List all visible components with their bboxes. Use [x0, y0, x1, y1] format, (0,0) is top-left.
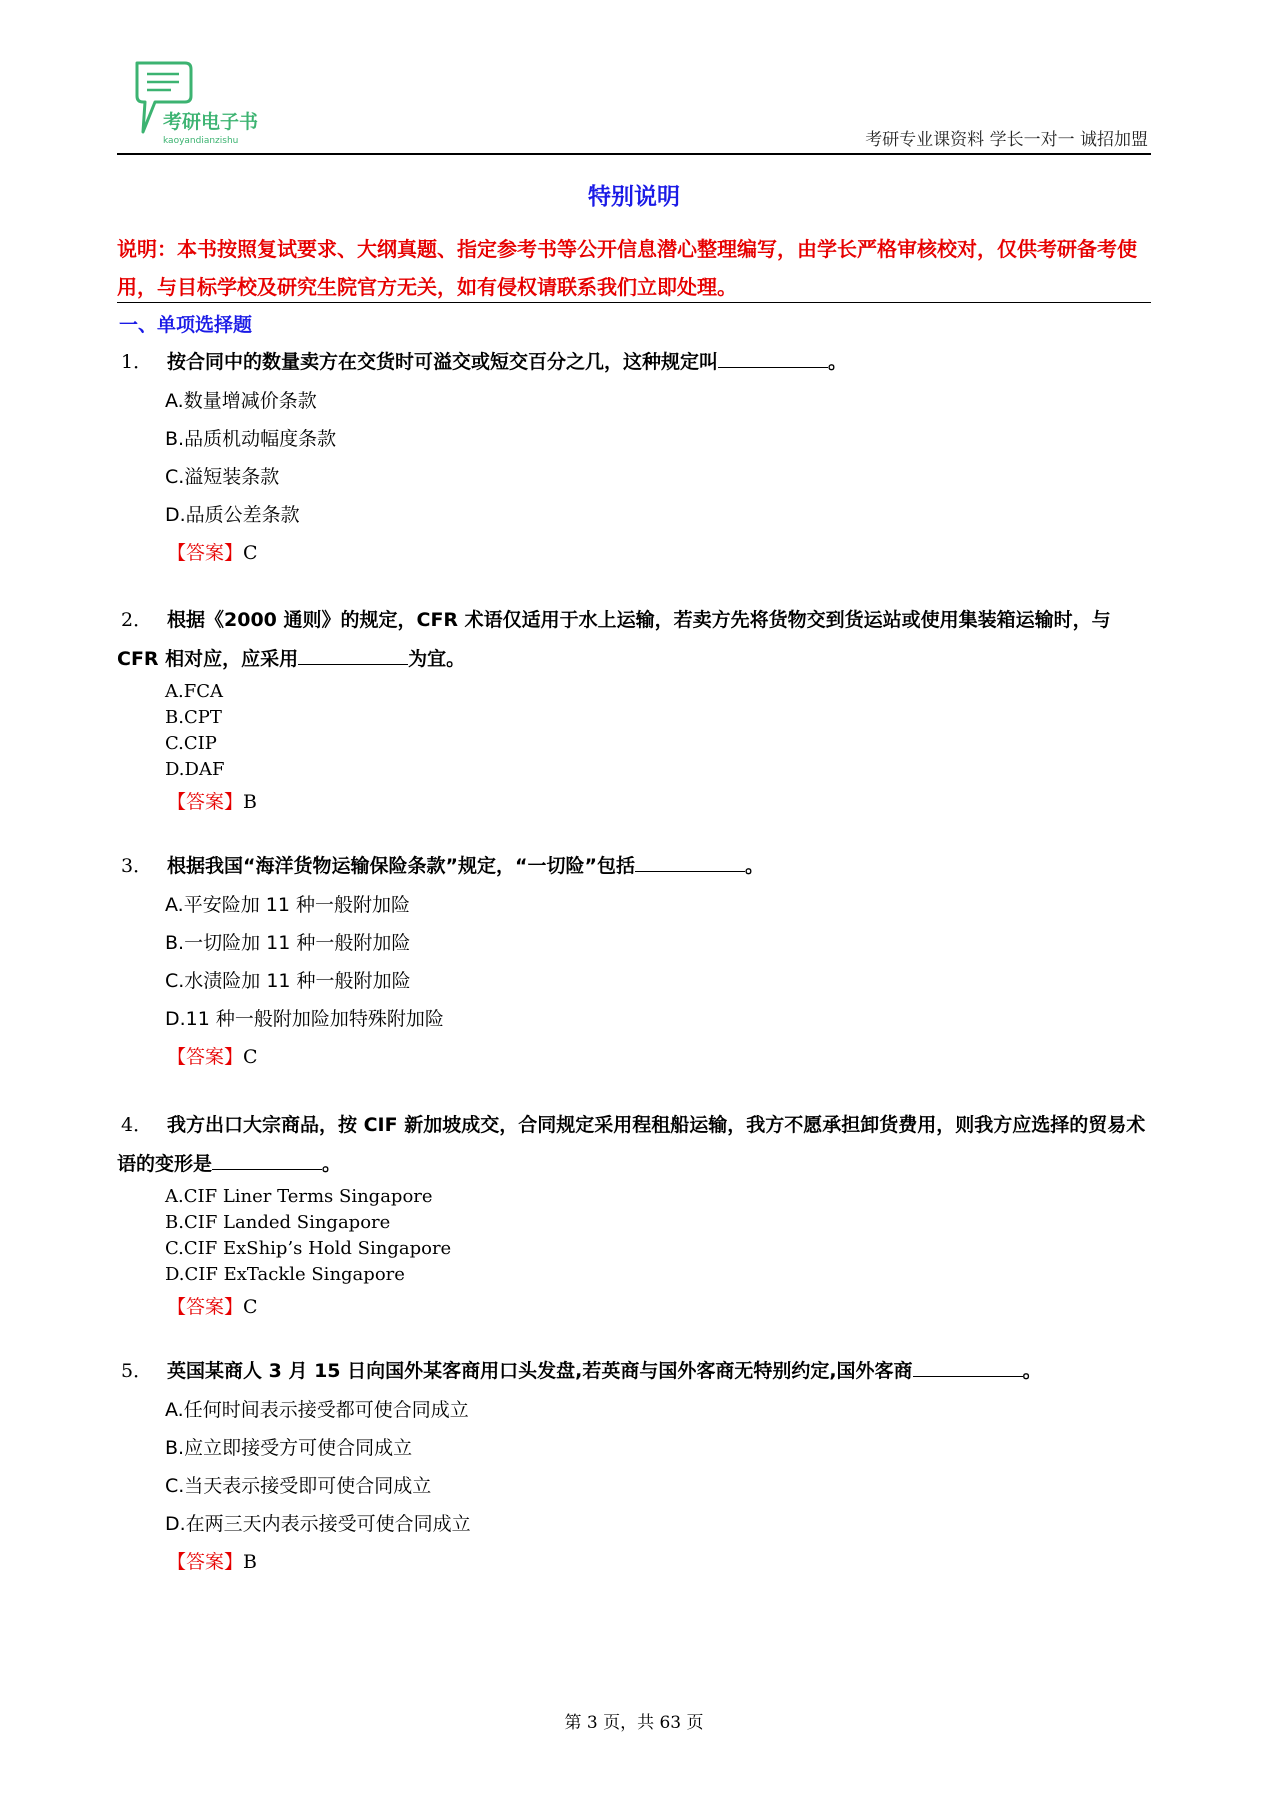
question-text: 按合同中的数量卖方在交货时可溢交或短交百分之几，这种规定叫: [167, 351, 719, 373]
option-c: C.水渍险加 11 种一般附加险: [165, 970, 411, 992]
question-stem: [117, 601, 1157, 679]
question-text: 英国某商人 3 月 15 日向国外某客商用口头发盘,若英商与国外客商无特别约定,国外客商: [167, 1360, 913, 1382]
copyright-notice: 说明：本书按照复试要求、大纲真题、指定参考书等公开信息潜心整理编写，由学长严格审核校对，仅供考研备考使用，与目标学校及研究生院官方无关，如有侵权请联系我们立即处理。: [117, 237, 1137, 299]
notice-divider: [117, 302, 1151, 303]
option-c: C.CIP: [165, 733, 217, 754]
answer-blank: [913, 1354, 1023, 1377]
option-b: B.品质机动幅度条款: [165, 428, 337, 450]
option-a: A.数量增减价条款: [165, 390, 317, 412]
options-list: [117, 886, 1157, 1038]
option-d: D.品质公差条款: [165, 504, 300, 526]
options-list: [117, 1391, 1157, 1543]
answer-label: 【答案】: [167, 791, 244, 813]
option-b: B.一切险加 11 种一般附加险: [165, 932, 411, 954]
answer-label: 【答案】: [167, 1046, 244, 1068]
options-list: [117, 679, 1157, 783]
option-d: D.DAF: [165, 759, 225, 780]
option-c: C.当天表示接受即可使合同成立: [165, 1475, 432, 1497]
options-list: [117, 1184, 1157, 1288]
answer-line: [117, 783, 1157, 821]
options-list: [117, 382, 1157, 534]
page-number: 第 3 页，共 63 页: [564, 1713, 704, 1733]
option-a: A.CIF Liner Terms Singapore: [165, 1186, 433, 1207]
option-d: D.在两三天内表示接受可使合同成立: [165, 1513, 471, 1535]
logo-icon: [133, 60, 283, 150]
logo: [133, 60, 283, 150]
question-text-end: 。: [322, 1153, 342, 1175]
question-stem: [117, 1352, 1157, 1391]
question-text: 根据我国“海洋货物运输保险条款”规定，“一切险”包括: [167, 855, 635, 877]
option-b: B.应立即接受方可使合同成立: [165, 1437, 413, 1459]
option-a: A.平安险加 11 种一般附加险: [165, 894, 410, 916]
answer-blank: [212, 1147, 322, 1170]
option-c: C.溢短装条款: [165, 466, 280, 488]
answer-blank: [298, 642, 408, 665]
question-4: [117, 1106, 1157, 1326]
question-stem: [117, 343, 1157, 382]
question-3: [117, 847, 1157, 1076]
question-2: [117, 601, 1157, 821]
question-text-end: 。: [744, 855, 764, 877]
question-5: [117, 1352, 1157, 1581]
answer-value: C: [243, 542, 258, 564]
logo-text: 考研电子书: [163, 111, 259, 133]
option-d: D.CIF ExTackle Singapore: [165, 1264, 405, 1285]
answer-blank: [718, 345, 828, 368]
option-d: D.11 种一般附加险加特殊附加险: [165, 1008, 444, 1030]
question-number: 1．: [121, 351, 153, 373]
question-text-end: 。: [1022, 1360, 1042, 1382]
answer-value: B: [243, 791, 257, 813]
answer-line: [117, 1543, 1157, 1581]
answer-value: C: [243, 1296, 258, 1318]
answer-label: 【答案】: [167, 542, 244, 564]
option-c: C.CIF ExShip’s Hold Singapore: [165, 1238, 452, 1259]
answer-label: 【答案】: [167, 1296, 244, 1318]
page-title: 特别说明: [588, 184, 680, 210]
logo-subtext: kaoyandianzishu: [163, 136, 239, 146]
question-stem: [117, 1106, 1157, 1184]
question-number: 4．: [121, 1114, 153, 1136]
option-b: B.CIF Landed Singapore: [165, 1212, 391, 1233]
answer-value: C: [243, 1046, 258, 1068]
question-text: 我方出口大宗商品，按 CIF 新加坡成交，合同规定采用程租船运输，我方不愿承担卸货费用，则我方应选择的贸易术语的变形是: [117, 1114, 1146, 1175]
header-divider: [117, 153, 1151, 155]
header-slogan: 考研专业课资料 学长一对一 诚招加盟: [865, 130, 1148, 150]
option-b: B.CPT: [165, 707, 222, 728]
question-number: 5．: [121, 1360, 153, 1382]
question-text-end: 。: [828, 351, 848, 373]
question-number: 2．: [121, 609, 153, 631]
answer-line: [117, 534, 1157, 572]
answer-line: [117, 1038, 1157, 1076]
question-stem: [117, 847, 1157, 886]
answer-line: [117, 1288, 1157, 1326]
answer-label: 【答案】: [167, 1551, 244, 1573]
question-text: 根据《2000 通则》的规定，CFR 术语仅适用于水上运输，若卖方先将货物交到货运站或使用集装箱运输时，与 CFR 相对应，应采用: [117, 609, 1111, 670]
question-1: [117, 343, 1157, 572]
option-a: A.FCA: [165, 681, 223, 702]
answer-blank: [635, 849, 745, 872]
question-number: 3．: [121, 855, 153, 877]
answer-value: B: [243, 1551, 257, 1573]
section-heading: 一、单项选择题: [119, 314, 253, 336]
option-a: A.任何时间表示接受都可使合同成立: [165, 1399, 469, 1421]
question-text-end: 为宜。: [408, 648, 466, 670]
